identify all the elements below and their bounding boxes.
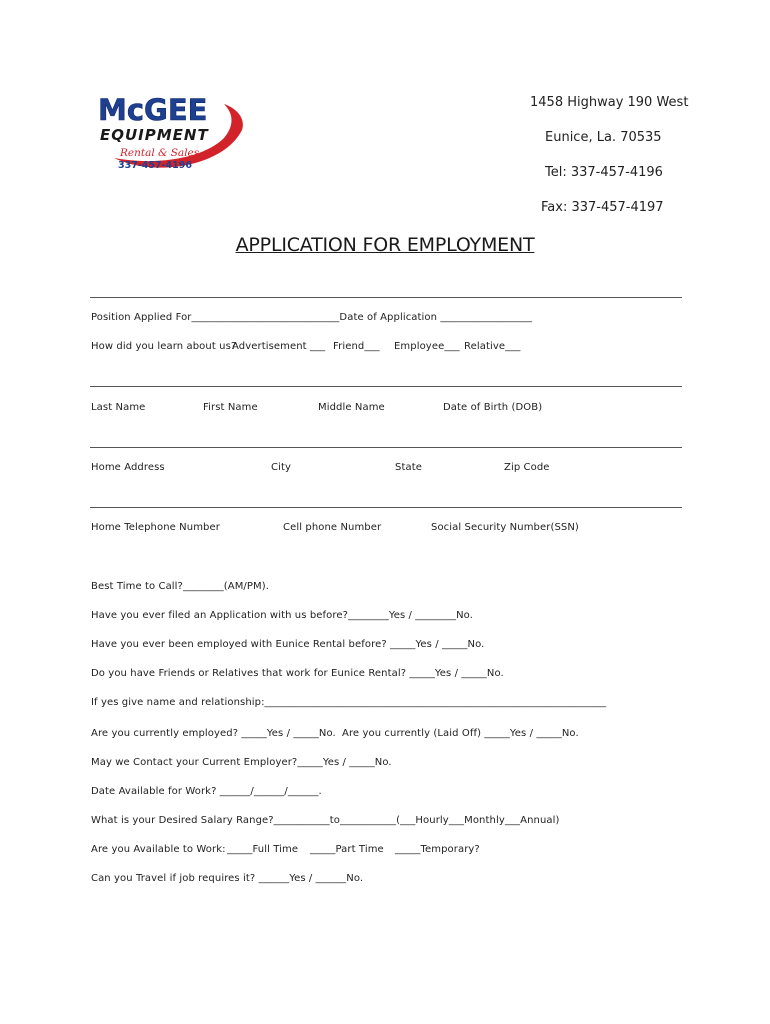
company-logo (96, 92, 246, 172)
currently-employed-question[interactable]: Are you currently employed? _____Yes / _____No. (91, 728, 336, 739)
logo-brand-line2: EQUIPMENT (100, 126, 209, 144)
fax: Fax: 337-457-4197 (541, 200, 664, 215)
learn-employee-option[interactable]: Employee___ (394, 341, 460, 352)
divider (90, 447, 682, 448)
learn-relative-option[interactable]: Relative___ (464, 341, 521, 352)
address-line-2: Eunice, La. 70535 (545, 130, 662, 145)
employed-before-question[interactable]: Have you ever been employed with Eunice Rental before? _____Yes / _____No. (91, 639, 485, 650)
state-label: State (395, 462, 422, 473)
date-available-question[interactable]: Date Available for Work? ______/______/______. (91, 786, 322, 797)
middle-name-label: Middle Name (318, 402, 385, 413)
divider (90, 386, 682, 387)
learn-about-us-question: How did you learn about us? (91, 341, 237, 352)
first-name-label: First Name (203, 402, 258, 413)
learn-friend-option[interactable]: Friend___ (333, 341, 380, 352)
friends-relatives-question[interactable]: Do you have Friends or Relatives that work for Eunice Rental? _____Yes / _____No. (91, 668, 504, 679)
city-label: City (271, 462, 291, 473)
logo-brand-line1: McGEE (98, 93, 208, 127)
learn-advertisement-option[interactable]: Advertisement ___ (232, 341, 326, 352)
divider (90, 297, 682, 298)
relationship-line[interactable]: If yes give name and relationship:___________________________________________________________________ (91, 697, 607, 708)
cell-phone-label: Cell phone Number (283, 522, 382, 533)
available-to-work-question: Are you Available to Work: (91, 844, 226, 855)
home-phone-label: Home Telephone Number (91, 522, 220, 533)
position-applied-line[interactable]: Position Applied For_____________________________Date of Application __________________ (91, 312, 533, 323)
full-time-option[interactable]: _____Full Time (227, 844, 299, 855)
address-line-1: 1458 Highway 190 West (530, 95, 689, 110)
ssn-label: Social Security Number(SSN) (431, 522, 579, 533)
dob-label: Date of Birth (DOB) (443, 402, 543, 413)
logo-phone: 337-457-4196 (118, 160, 192, 171)
telephone: Tel: 337-457-4196 (545, 165, 663, 180)
contact-employer-question[interactable]: May we Contact your Current Employer?_____Yes / _____No. (91, 757, 392, 768)
best-time-question[interactable]: Best Time to Call?________(AM/PM). (91, 581, 270, 592)
travel-question[interactable]: Can you Travel if job requires it? ______Yes / ______No. (91, 873, 364, 884)
last-name-label: Last Name (91, 402, 146, 413)
temporary-option[interactable]: _____Temporary? (395, 844, 480, 855)
logo-brand-line3: Rental & Sales (120, 147, 200, 159)
zip-label: Zip Code (504, 462, 550, 473)
desired-salary-question[interactable]: What is your Desired Salary Range?___________to___________(___Hourly___Monthly___Annual) (91, 815, 560, 826)
logo-graphic (96, 92, 246, 172)
laid-off-question[interactable]: Are you currently (Laid Off) _____Yes / _____No. (342, 728, 579, 739)
filed-before-question[interactable]: Have you ever filed an Application with us before?________Yes / ________No. (91, 610, 473, 621)
divider (90, 507, 682, 508)
page-title: APPLICATION FOR EMPLOYMENT (235, 234, 535, 256)
part-time-option[interactable]: _____Part Time (310, 844, 384, 855)
home-address-label: Home Address (91, 462, 165, 473)
